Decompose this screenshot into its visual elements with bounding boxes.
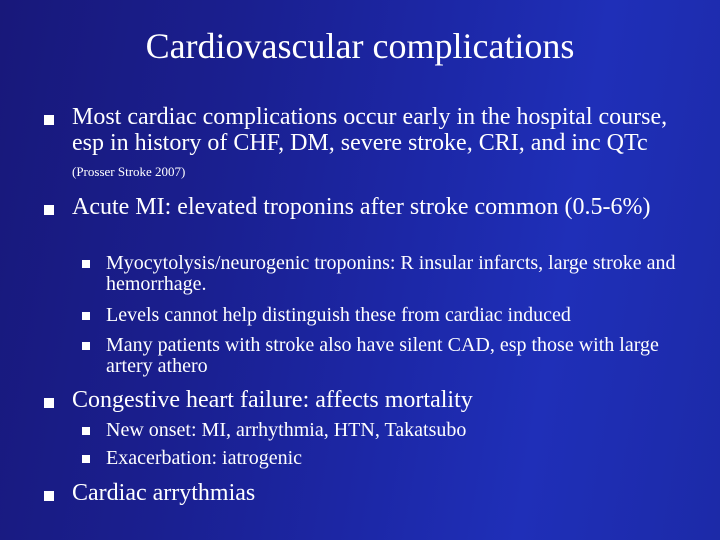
bullet-text: Acute MI: elevated troponins after stroke common (0.5-6%): [72, 194, 651, 220]
sub-bullet-item: [82, 305, 682, 326]
square-bullet-icon: [44, 491, 54, 501]
square-bullet-icon: [82, 342, 90, 350]
square-bullet-icon: [82, 455, 90, 463]
bullet-text: [72, 104, 672, 185]
slide-title: Cardiovascular complications: [145, 26, 575, 66]
sub-bullet-item: [82, 335, 682, 377]
bullet-item: [44, 480, 684, 506]
sub-bullet-text: New onset: MI, arrhythmia, HTN, Takatsubo: [106, 419, 467, 441]
sub-bullet-item: [82, 420, 682, 441]
sub-bullet-item: [82, 448, 682, 469]
bullet-item: [44, 387, 684, 413]
square-bullet-icon: [44, 115, 54, 125]
sub-bullet-text: Myocytolysis/neurogenic troponins: R insular infarcts, large stroke and hemorrhage.: [106, 252, 676, 295]
citation: (Prosser Stroke 2007): [72, 164, 186, 179]
bullet-text-main: Most cardiac complications occur early in the hospital course, esp in history of CHF, DM, severe stroke, CRI, and inc QTc: [72, 104, 668, 156]
square-bullet-icon: [82, 312, 90, 320]
square-bullet-icon: [82, 427, 90, 435]
bullet-text: Cardiac arrythmias: [72, 480, 256, 506]
sub-bullet-text: Exacerbation: iatrogenic: [106, 447, 303, 469]
sub-bullet-text: Levels cannot help distinguish these from cardiac induced: [106, 304, 571, 326]
sub-bullet-text: Many patients with stroke also have silent CAD, esp those with large artery athero: [106, 334, 659, 377]
bullet-item: [44, 194, 684, 220]
square-bullet-icon: [44, 398, 54, 408]
sub-bullet-item: [82, 253, 682, 295]
square-bullet-icon: [82, 260, 90, 268]
bullet-text: Congestive heart failure: affects mortality: [72, 387, 473, 413]
bullet-item: [44, 104, 684, 185]
square-bullet-icon: [44, 205, 54, 215]
